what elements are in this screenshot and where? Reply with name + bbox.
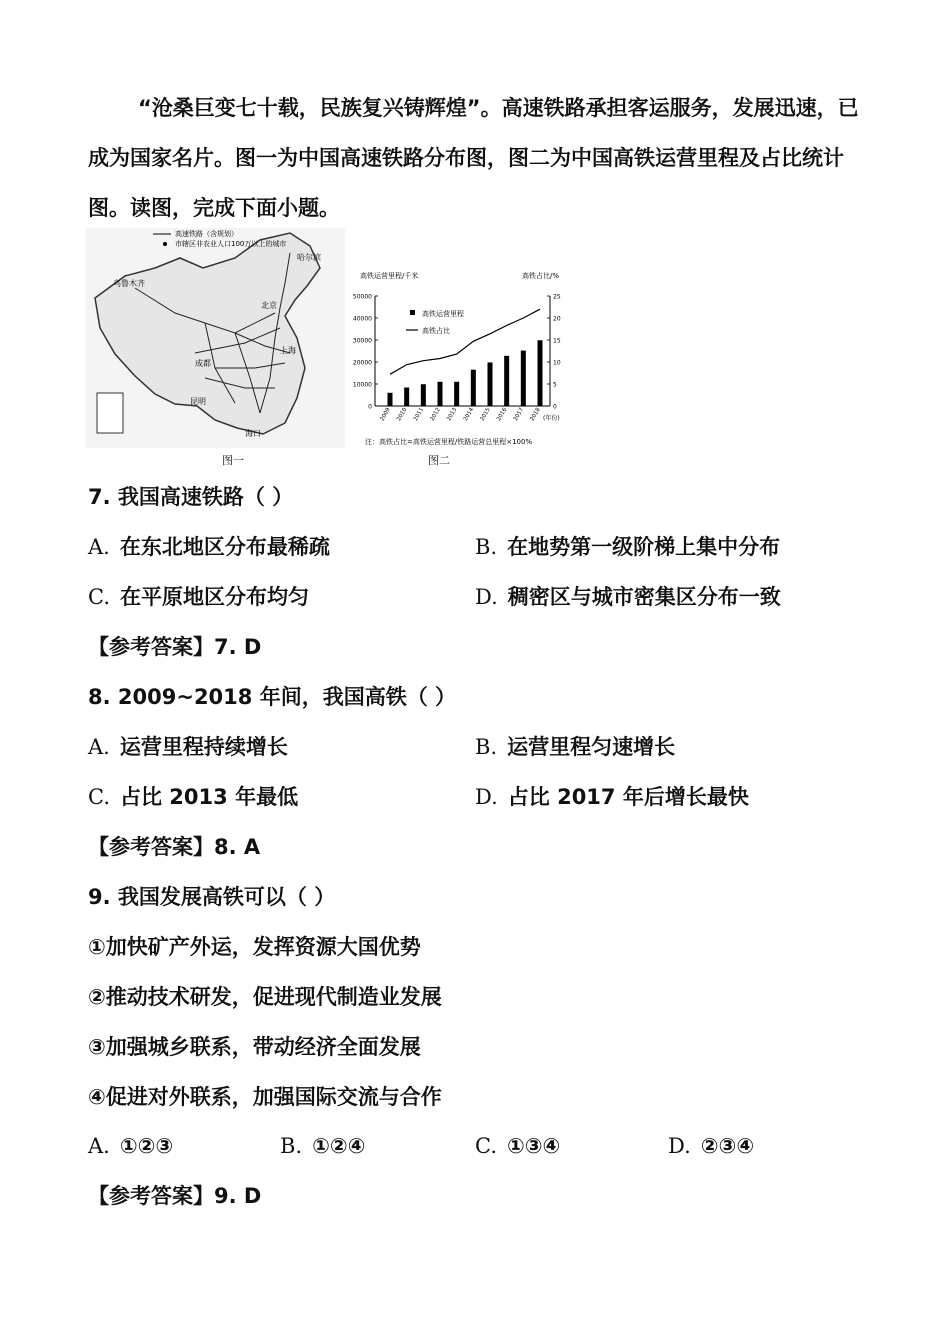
- chart-bar: [404, 388, 409, 406]
- legend-line-label: 高铁占比: [422, 327, 450, 335]
- q7-option-b[interactable]: B. 在地势第一级阶梯上集中分布: [475, 535, 781, 559]
- city-label-haikou: 海口: [245, 429, 261, 438]
- q8-answer: 【参考答案】8. A: [88, 835, 261, 859]
- q9-statement-4: ④促进对外联系，加强国际交流与合作: [88, 1085, 442, 1109]
- q9-statement-3: ③加强城乡联系，带动经济全面发展: [88, 1035, 421, 1059]
- chart-x-tick-label: 2009: [379, 407, 392, 423]
- chart-ylabel-left: 高铁运营里程/千米: [360, 272, 419, 280]
- q7-option-c[interactable]: C. 在平原地区分布均匀: [88, 585, 309, 609]
- chart-bar: [454, 382, 459, 406]
- chart-x-tick-label: 2013: [446, 407, 459, 423]
- chart-right-tick-label: 10: [553, 359, 561, 367]
- city-label-chengdu: 成都: [195, 359, 211, 368]
- chart-bar: [521, 351, 526, 406]
- legend-bar-label: 高铁运营里程: [422, 310, 464, 318]
- figure-1-caption: 图一: [222, 454, 244, 467]
- chart-x-tick-label: 2018: [529, 407, 542, 423]
- q7-option-d[interactable]: D. 稠密区与城市密集区分布一致: [475, 585, 781, 609]
- chart-right-tick-label: 20: [553, 315, 561, 323]
- map-legend-line: 高速铁路（含规划）: [175, 230, 238, 238]
- chart-xlabel: (年份): [543, 415, 560, 422]
- chart-left-tick-label: 50000: [352, 293, 372, 301]
- figure-1-map: [85, 228, 345, 448]
- q9-option-c[interactable]: C. ①③④: [475, 1134, 561, 1158]
- city-label-kunming: 昆明: [190, 397, 206, 406]
- chart-x-tick-label: 2016: [496, 407, 509, 423]
- chart-x-tick-label: 2017: [512, 407, 526, 423]
- q9-option-d[interactable]: D. ②③④: [668, 1134, 755, 1158]
- figure-2-chart: [350, 266, 575, 451]
- chart-bar: [538, 340, 543, 406]
- chart-right-tick-label: 25: [553, 293, 561, 301]
- chart-x-tick-label: 2015: [479, 407, 492, 423]
- chart-bar: [504, 356, 509, 406]
- chart-left-tick-label: 40000: [352, 315, 372, 323]
- question-7-stem: 7. 我国高速铁路（ ）: [88, 485, 294, 509]
- chart-x-tick-label: 2014: [462, 407, 476, 423]
- chart-x-tick-label: 2011: [412, 407, 426, 423]
- figure-2-caption: 图二: [428, 454, 450, 467]
- chart-right-tick-label: 15: [553, 337, 561, 345]
- q9-answer: 【参考答案】9. D: [88, 1184, 262, 1208]
- chart-left-tick-label: 20000: [352, 359, 372, 367]
- q9-option-b[interactable]: B. ①②④: [280, 1134, 366, 1158]
- chart-right-tick-label: 5: [553, 381, 557, 389]
- map-legend-city: 市辖区非农业人口100万以上的城市: [175, 240, 287, 248]
- q7-option-a[interactable]: A. 在东北地区分布最稀疏: [88, 535, 330, 559]
- city-label-shanghai: 上海: [280, 346, 296, 355]
- city-label-harbin: 哈尔滨: [297, 253, 321, 262]
- chart-ylabel-right: 高铁占比/%: [522, 272, 560, 280]
- chart-bar: [421, 384, 426, 406]
- q8-option-c[interactable]: C. 占比 2013 年最低: [88, 785, 299, 809]
- rail-chart: [350, 266, 575, 451]
- q9-statement-1: ①加快矿产外运，发挥资源大国优势: [88, 935, 421, 959]
- chart-right-tick-label: 0: [553, 403, 557, 411]
- chart-x-tick-label: 2010: [396, 407, 409, 423]
- question-8-stem: 8. 2009~2018 年间，我国高铁（ ）: [88, 685, 457, 709]
- legend-bar-swatch: [410, 310, 415, 315]
- q8-option-d[interactable]: D. 占比 2017 年后增长最快: [475, 785, 749, 809]
- q9-statement-2: ②推动技术研发，促进现代制造业发展: [88, 985, 442, 1009]
- intro-paragraph: “沧桑巨变七十载，民族复兴铸辉煌”。高速铁路承担客运服务，发展迅速，已成为国家名片。图一为中国高速铁路分布图，图二为中国高铁运营里程及占比统计图。读图，完成下面小题。: [88, 96, 859, 220]
- chart-x-tick-label: 2012: [429, 407, 442, 423]
- chart-bar: [388, 393, 393, 406]
- chart-bar: [438, 382, 443, 406]
- chart-note: 注：高铁占比=高铁运营里程/铁路运营总里程×100%: [365, 438, 533, 446]
- chart-left-tick-label: 0: [368, 403, 372, 411]
- q8-option-b[interactable]: B. 运营里程匀速增长: [475, 735, 676, 759]
- chart-bar: [488, 362, 493, 406]
- question-9-stem: 9. 我国发展高铁可以（ ）: [88, 885, 336, 909]
- chart-left-tick-label: 30000: [352, 337, 372, 345]
- chart-bar: [471, 370, 476, 406]
- q7-answer: 【参考答案】7. D: [88, 635, 262, 659]
- chart-left-tick-label: 10000: [352, 381, 372, 389]
- chart-share-line: [390, 309, 540, 374]
- city-label-urumqi: 乌鲁木齐: [113, 279, 145, 288]
- city-label-beijing: 北京: [261, 301, 277, 310]
- q8-option-a[interactable]: A. 运营里程持续增长: [88, 735, 288, 759]
- q9-option-a[interactable]: A. ①②③: [88, 1134, 174, 1158]
- china-map-drawing: [85, 228, 345, 448]
